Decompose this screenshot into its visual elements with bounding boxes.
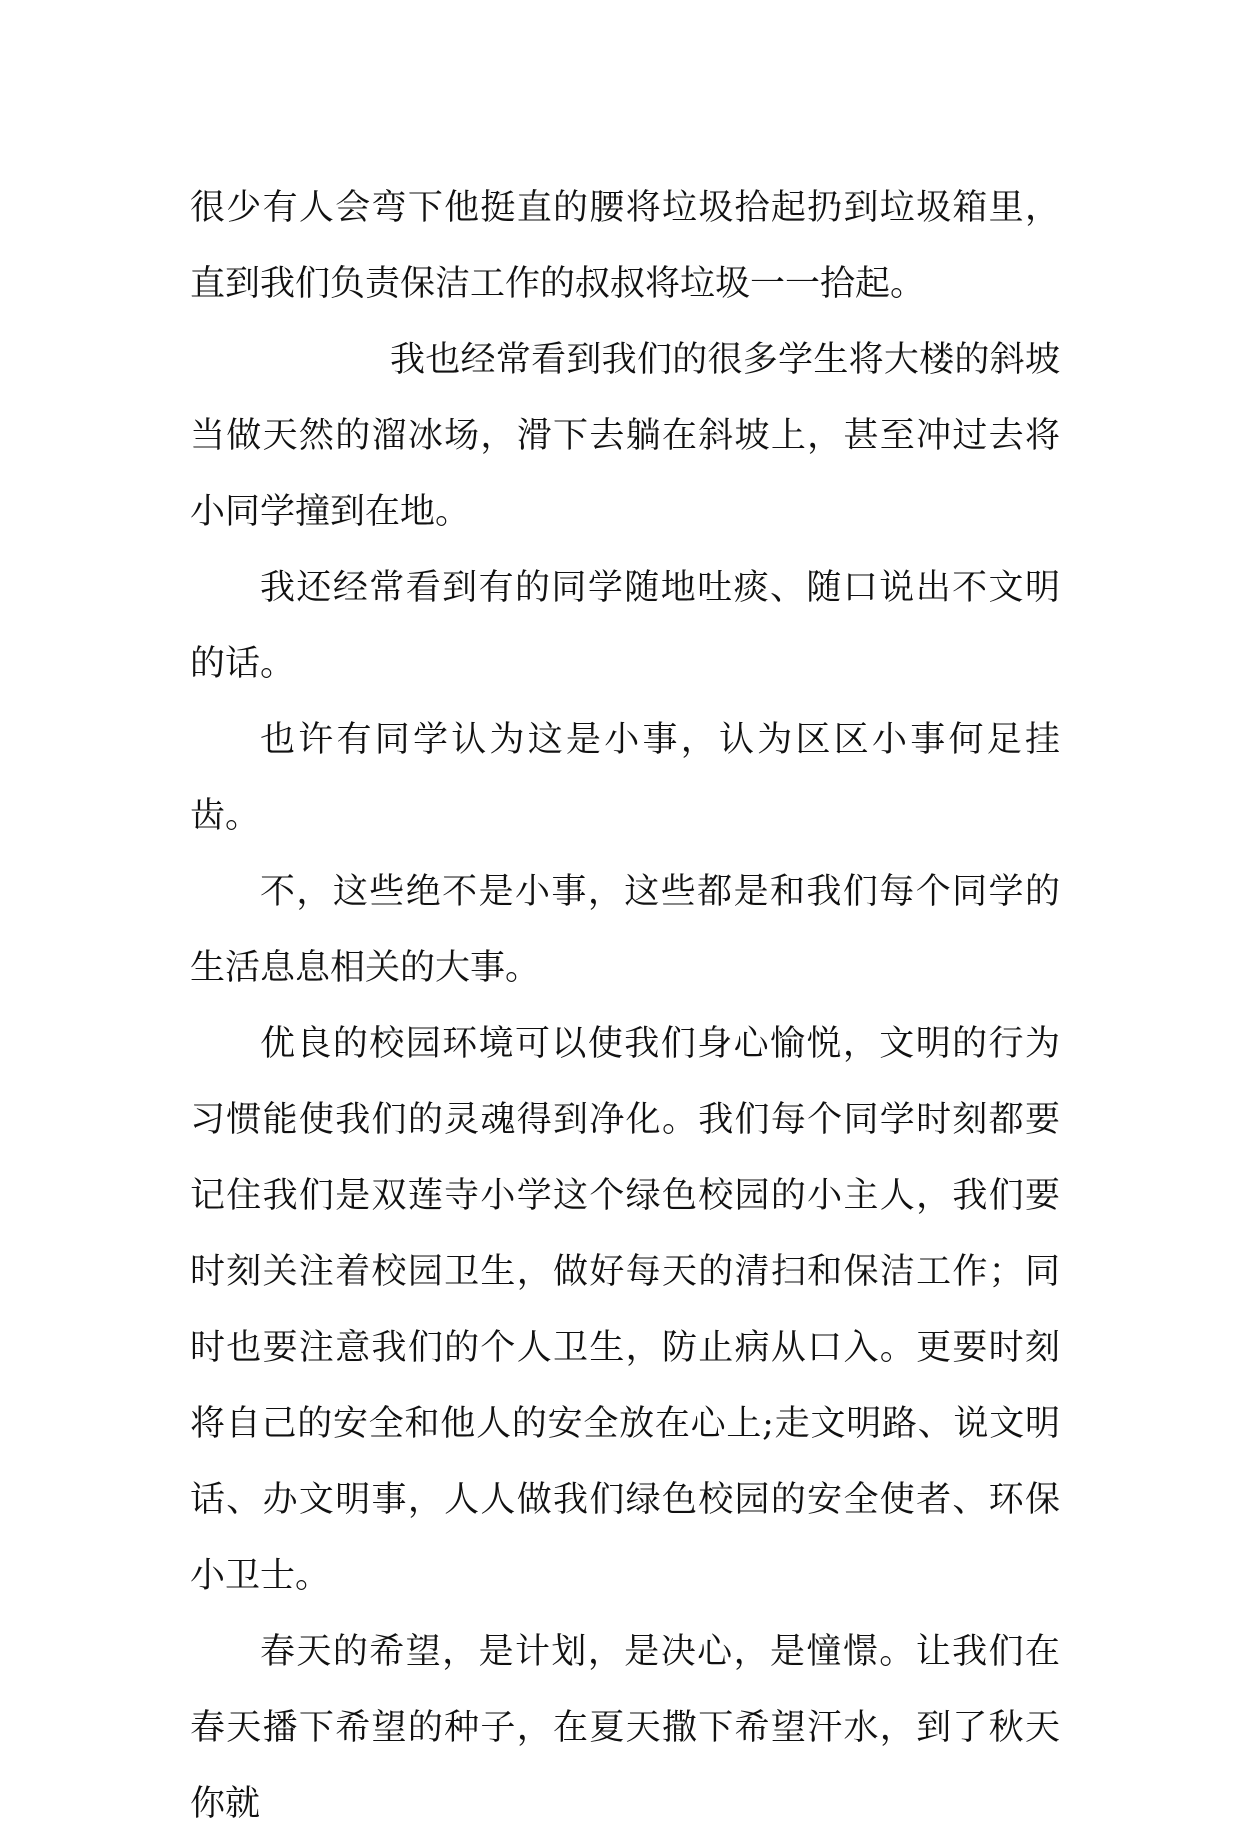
paragraph-1: 很少有人会弯下他挺直的腰将垃圾拾起扔到垃圾箱里，直到我们负责保洁工作的叔叔将垃圾一一拾起。 — [190, 188, 1060, 304]
paragraph-3: 我还经常看到有的同学随地吐痰、随口说出不文明的话。 — [190, 568, 1060, 684]
paragraph-5: 不，这些绝不是小事，这些都是和我们每个同学的生活息息相关的大事。 — [190, 872, 1060, 988]
document-body — [190, 170, 1060, 1842]
paragraph-4: 也许有同学认为这是小事，认为区区小事何足挂齿。 — [190, 720, 1060, 836]
paragraph-2: 我也经常看到我们的很多学生将大楼的斜坡当做天然的溜冰场，滑下去躺在斜坡上，甚至冲过去将小同学撞到在地。 — [190, 340, 1060, 532]
paragraph-6: 优良的校园环境可以使我们身心愉悦，文明的行为习惯能使我们的灵魂得到净化。我们每个同学时刻都要记住我们是双莲寺小学这个绿色校园的小主人，我们要时刻关注着校园卫生，做好每天的清扫和保洁工作；同时也要注意我们的个人卫生，防止病从口入。更要时刻将自己的安全和他人的安全放在心上;走文明路、说文明话、办文明事，人人做我们绿色校园的安全使者、环保小卫士。 — [190, 1024, 1060, 1596]
paragraph-7: 春天的希望，是计划，是决心，是憧憬。让我们在春天播下希望的种子，在夏天撒下希望汗水，到了秋天你就 — [190, 1632, 1060, 1824]
